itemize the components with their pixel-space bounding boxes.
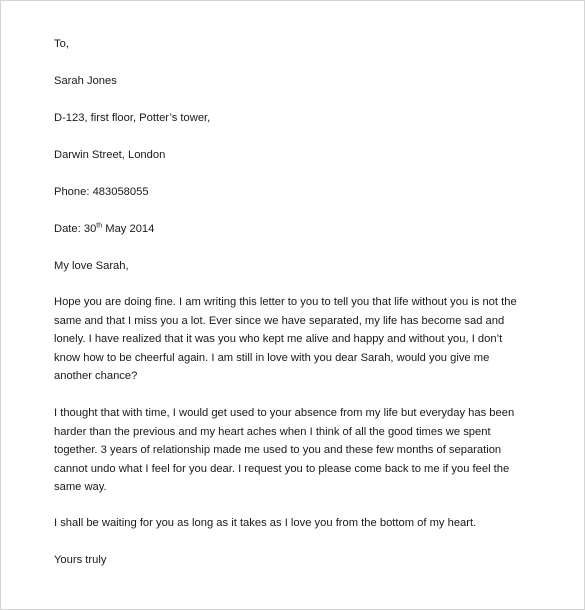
date-superscript: th	[96, 222, 103, 230]
paragraph-line: same way.	[54, 481, 107, 493]
paragraph-line: Hope you are doing fine. I am writing this letter to you to tell you that life without you is not the	[54, 296, 517, 308]
address-line-1: D-123, first floor, Potter’s tower,	[54, 112, 211, 124]
address-line-2: Darwin Street, London	[54, 149, 166, 161]
phone-line: Phone: 483058055	[54, 186, 149, 198]
paragraph-3: I shall be waiting for you as long as it takes as I love you from the bottom of my heart.	[54, 517, 477, 529]
paragraph-line: another chance?	[54, 370, 138, 382]
paragraph-line: together. 3 years of relationship made me used to you and these few months of separation	[54, 444, 502, 456]
paragraph-1	[54, 293, 517, 386]
date-suffix: May 2014	[102, 223, 155, 235]
closing: Yours truly	[54, 554, 107, 566]
paragraph-line: cannot undo what I feel for you dear. I request you to please come back to me if you feel the	[54, 462, 510, 475]
date-prefix: Date: 30	[54, 223, 97, 235]
paragraph-line: know how to be cheerful again. I am still in love with you dear Sarah, would you give me	[54, 351, 490, 364]
recipient-name: Sarah Jones	[54, 75, 117, 87]
to-line: To,	[54, 38, 69, 50]
salutation: My love Sarah,	[54, 260, 129, 272]
paragraph-line: lonely. I have realized that it was you who kept me alive and happy and without you, I don’t	[54, 333, 503, 345]
paragraph-line: same and that I miss you a lot. Ever since we have separated, my life has become sad and	[54, 314, 505, 327]
paragraph-2	[54, 404, 515, 497]
paragraph-line: harder than the previous and my heart aches when I think of all the good times we spent	[54, 425, 491, 438]
date-line	[54, 220, 154, 239]
paragraph-line: I thought that with time, I would get used to your absence from my life but everyday has been	[54, 407, 515, 419]
